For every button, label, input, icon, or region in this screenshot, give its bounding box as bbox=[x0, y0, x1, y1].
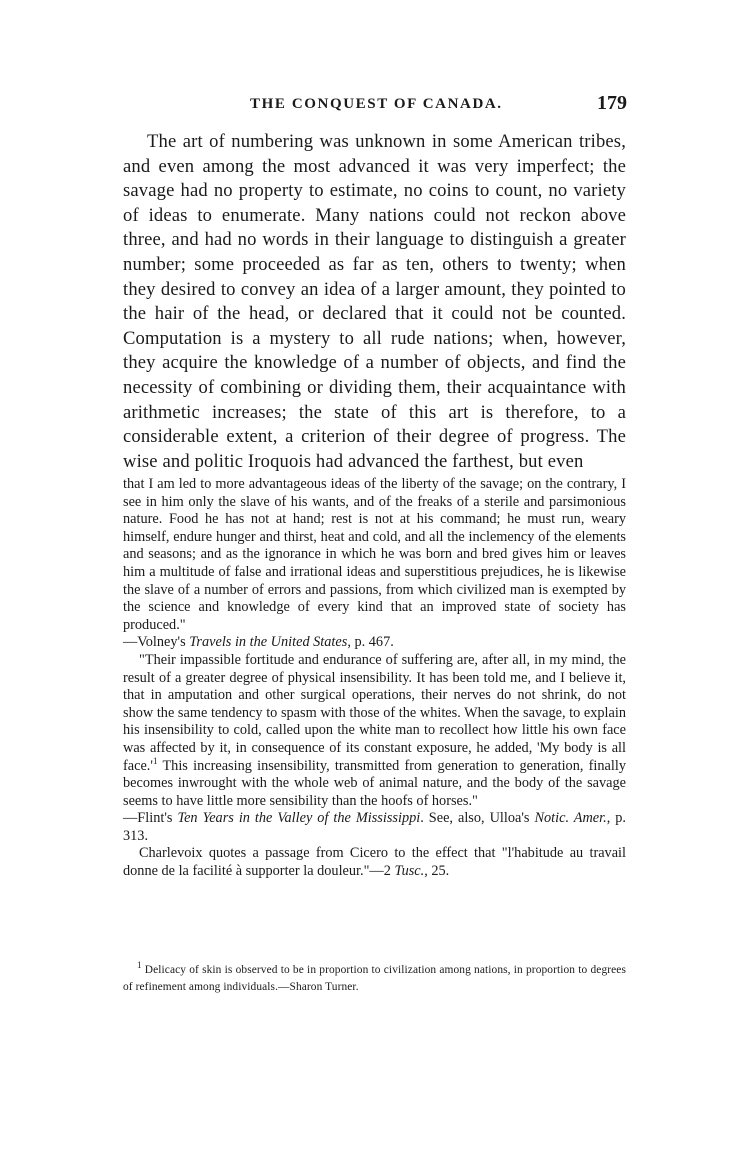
flint-note bbox=[123, 652, 626, 846]
footnote-text: Delicacy of skin is observed to be in proportion to civilization among nations, in proportion to degrees of refinement among individuals.—Sharon Turner. bbox=[123, 964, 626, 993]
volney-cite-suffix: , p. 467. bbox=[347, 634, 394, 651]
charlevoix-text: Charlevoix quotes a passage from Cicero to the effect that "l'habitude au travail donne de la facilité à supporter la douleur."—2 bbox=[123, 845, 626, 880]
flint-cite-suffix: , p. 313. bbox=[123, 810, 626, 844]
footnote bbox=[123, 962, 626, 995]
volney-cite-prefix: —Volney's bbox=[123, 634, 190, 651]
volney-note bbox=[123, 476, 626, 652]
charlevoix-note bbox=[123, 845, 626, 880]
charlevoix-cite-suffix: , 25. bbox=[424, 863, 450, 880]
volney-cite-title: Travels in the United States bbox=[189, 634, 348, 651]
footnote-reference[interactable]: 1 bbox=[152, 755, 158, 766]
footnote-marker: 1 bbox=[137, 960, 142, 971]
volney-quote: that I am led to more advantageous ideas of the liberty of the savage; on the contrary, I see in him only the slave of his wants, and of the freaks of a sterile and parsimonious nature. Food he has not at hand; rest is not at his command; he must run, weary himself, endure hunger and thirst, heat and cold, and all the inclemency of the elements and seasons; and as the ignorance in which he was born and bred gives him or leaves him a multitude of false and irrational ideas and superstitious prejudices, he is likewise the slave of a number of errors and passions, from which civilized man is exempted by the science and knowledge of every kind that an improved state of society has produced." bbox=[123, 476, 626, 633]
running-title: THE CONQUEST OF CANADA. bbox=[250, 96, 503, 112]
flint-quote: "Their impassible fortitude and endurance of suffering are, after all, in my mind, the result of a greater degree of physical insensibility. It has been told me, and I believe it, that in amputation and other surgical operations, their nerves do not shrink, do not show the same tendency to spasm with those of the whites. When the savage, to explain his insensibility to cold, called upon the white man to recollect how little his own face was affected by it, in consequence of its constant exposure, he added, 'My body is all face.' bbox=[123, 651, 626, 774]
flint-cite-middle: . See, also, Ulloa's bbox=[420, 810, 535, 827]
main-paragraph: The art of numbering was unknown in some American tribes, and even among the most advanced it was very imperfect; the savage had no property to estimate, no coins to count, no variety of ideas to enumerate. Many nations could not reckon above three, and had no words in their language to distinguish a greater number; some proceeded as far as ten, others to twenty; when they desired to convey an idea of a larger amount, they pointed to the hair of the head, or declared that it could not be counted. Computation is a mystery to all rude nations; when, however, they acquire the knowledge of a number of objects, and find the necessity of combining or dividing them, their acquaintance with arithmetic increases; the state of this art is therefore, to a considerable extent, a criterion of their degree of progress. The wise and politic Iroquois had advanced the farthest, but even bbox=[123, 131, 626, 472]
flint-quote-continued: This increasing insensibility, transmitted from generation to generation, finally becomes inwrought with the whole web of animal nature, and the body of the savage seems to have little more sensibility than the hoofs of horses." bbox=[123, 757, 626, 809]
notes-block bbox=[123, 476, 626, 881]
flint-cite-title: Ten Years in the Valley of the Mississippi bbox=[177, 810, 421, 827]
ulloa-cite-title: Notic. Amer. bbox=[534, 810, 607, 827]
running-head bbox=[122, 92, 627, 118]
page-number: 179 bbox=[597, 92, 627, 114]
charlevoix-cite-title: Tusc. bbox=[394, 863, 425, 880]
flint-cite-prefix: —Flint's bbox=[123, 810, 178, 827]
